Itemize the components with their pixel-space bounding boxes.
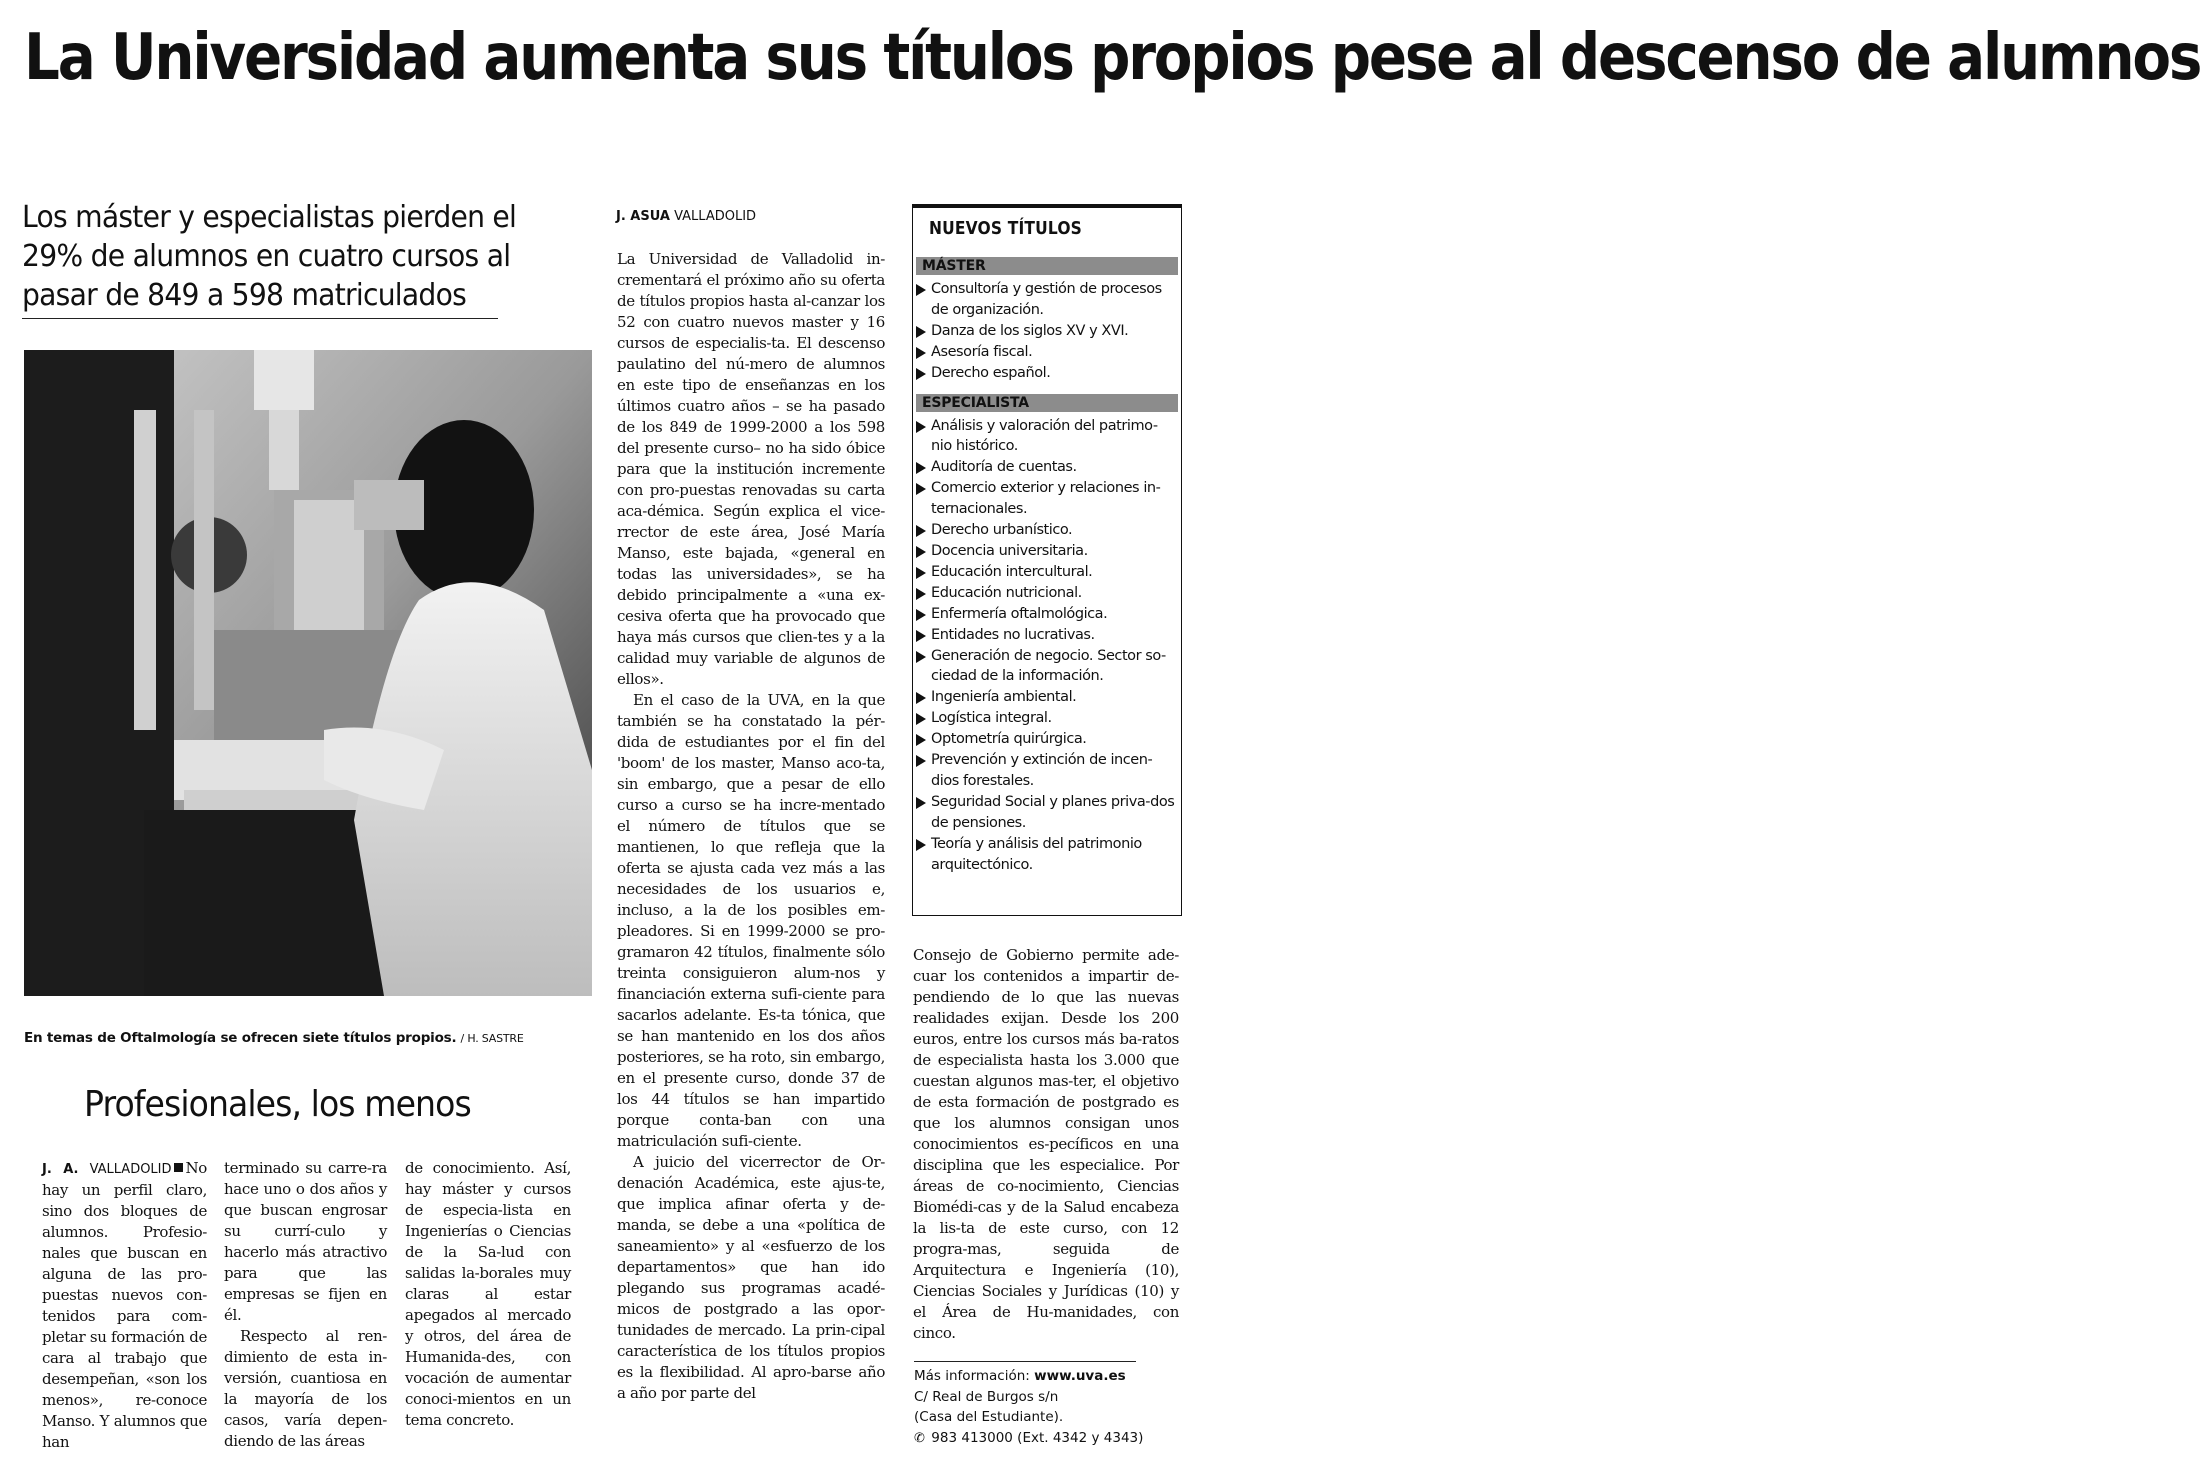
- phone-icon: ✆: [914, 1430, 925, 1446]
- triangle-bullet-icon: [916, 630, 926, 642]
- list-item: Ingeniería ambiental.: [916, 687, 1175, 708]
- new-titles-box: [912, 204, 1182, 916]
- triangle-bullet-icon: [916, 347, 926, 359]
- info-phone: 983 413000 (Ext. 4342 y 4343): [931, 1429, 1144, 1446]
- triangle-bullet-icon: [916, 483, 926, 495]
- triangle-bullet-icon: [916, 462, 926, 474]
- list-item: Educación nutricional.: [916, 583, 1175, 604]
- list-item: Entidades no lucrativas.: [916, 625, 1175, 646]
- info-address-1: C/ Real de Burgos s/n: [914, 1388, 1059, 1405]
- list-item: Auditoría de cuentas.: [916, 457, 1175, 478]
- triangle-bullet-icon: [916, 651, 926, 663]
- sidebar-story-text-4: de conocimiento. Así, hay máster y cursos de especia-lista en Ingenierías o Ciencias de la Sa-lud con salidas la-borales muy claras al estar apegados al mercado y otros, del área de Humanida-des, con vocación de aumentar conoci-mientos en un tema concreto.: [405, 1159, 571, 1429]
- triangle-bullet-icon: [916, 755, 926, 767]
- list-item: Educación intercultural.: [916, 562, 1175, 583]
- sidebar-story-text-1: No hay un perfil claro, sino dos bloques de alumnos. Profesio-nales que buscan en alguna de las pro-puestas nuevos con-tenidos para com-pletar su formación de cara al trabajo que desempeñan, «son los menos», re-conoce Manso. Y alumnos que han: [42, 1159, 207, 1451]
- list-item: Generación de negocio. Sector so-ciedad de la información.: [916, 646, 1175, 688]
- list-item: Optometría quirúrgica.: [916, 729, 1175, 750]
- article-paragraph-1: La Universidad de Valladolid in-crementará el próximo año su oferta de títulos propios hasta al-canzar los 52 con cuatro nuevos master y 16 cursos de especialis-ta. El descenso paulatino del nú-mero de alumnos en este tipo de enseñanzas en los últimos cuatro años – se ha pasado de los 849 de 1999-2000 a los 598 del presente curso– no ha sido óbice para que la institución incremente con pro-puestas renovadas su carta aca-démica. Según explica el vice-rrector de este área, José María Manso, este bajada, «general en todas las universidades», se ha debido principalmente a «una ex-cesiva oferta que ha provocado que haya más cursos que clien-tes y a la calidad muy variable de algunos de ellos».: [617, 250, 885, 688]
- info-label: Más información:: [914, 1368, 1030, 1384]
- triangle-bullet-icon: [916, 713, 926, 725]
- headline: La Universidad aumenta sus títulos propios pese al descenso de alumnos: [24, 21, 2200, 95]
- list-item: Prevención y extinción de incen-dios forestales.: [916, 750, 1175, 792]
- triangle-bullet-icon: [916, 588, 926, 600]
- triangle-bullet-icon: [916, 368, 926, 380]
- triangle-bullet-icon: [916, 609, 926, 621]
- list-item: Análisis y valoración del patrimo-nio histórico.: [916, 416, 1175, 458]
- triangle-bullet-icon: [916, 546, 926, 558]
- box-title: NUEVOS TÍTULOS: [929, 218, 1082, 239]
- especialista-list: [913, 416, 1181, 876]
- subheadline-rule: [22, 318, 498, 319]
- byline-author: J. ASUA: [616, 209, 670, 224]
- list-item: Enfermería oftalmológica.: [916, 604, 1175, 625]
- sidebar-byline-place: VALLADOLID: [89, 1162, 172, 1177]
- article-byline: [616, 209, 906, 224]
- triangle-bullet-icon: [916, 797, 926, 809]
- article-paragraph-4: Consejo de Gobierno permite ade-cuar los contenidos a impartir de-pendiendo de lo que las nuevas realidades exijan. Desde los 200 euros, entre los cursos más ba-ratos de especialista hasta los 3.000 que cuestan algunos mas-ter, el objetivo de esta formación de postgrado es que los alumnos consigan unos conocimientos es-pecíficos en una disciplina que les especialice. Por áreas de co-nocimiento, Ciencias Biomédi-cas y de la Salud encabeza la lis-ta de este curso, con 12 progra-mas, seguida de Arquitectura e Ingeniería (10), Ciencias Sociales y Jurídicas (10) y el Área de Hu-manidades, con cinco.: [913, 946, 1179, 1342]
- article-paragraph-2: En el caso de la UVA, en la que también se ha constatado la pér-dida de estudiantes por el fin del 'boom' de los master, Manso aco-ta, sin embargo, que a pesar de ello curso a curso se ha incre-mentado el número de títulos que se mantienen, lo que refleja que la oferta se ajusta cada vez más a las necesidades de los usuarios e, incluso, a la de los posibles em-pleadores. Si en 1999-2000 se pro-gramaron 42 títulos, finalmente sólo treinta consiguieron alum-nos y financiación externa sufi-ciente para sacarlos adelante. Es-ta tónica, que se han mantenido en los dos años posteriores, se ha roto, sin embargo, en el presente curso, donde 37 de los 44 títulos se han impartido porque conta-ban con una matriculación sufi-ciente.: [617, 691, 885, 1150]
- list-item: Logística integral.: [916, 708, 1175, 729]
- triangle-bullet-icon: [916, 525, 926, 537]
- master-section-label: MÁSTER: [916, 257, 1178, 275]
- triangle-bullet-icon: [916, 326, 926, 338]
- info-rule: [914, 1361, 1136, 1362]
- list-item: Asesoría fiscal.: [916, 342, 1175, 363]
- list-item: Seguridad Social y planes priva-dos de pensiones.: [916, 792, 1175, 834]
- caption-text: En temas de Oftalmología se ofrecen siete títulos propios.: [24, 1030, 457, 1046]
- sidebar-story-text-2: terminado su carre-ra hace uno o dos años y que buscan engrosar su currí-culo y hacerlo más atractivo para que las empresas se fijen en él.: [224, 1159, 387, 1324]
- info-url[interactable]: www.uva.es: [1034, 1368, 1126, 1384]
- list-item: Danza de los siglos XV y XVI.: [916, 321, 1175, 342]
- ophthalmology-photo-illustration: [24, 350, 592, 996]
- list-item: Consultoría y gestión de procesos de organización.: [916, 279, 1175, 321]
- list-item: Comercio exterior y relaciones in-ternacionales.: [916, 478, 1175, 520]
- photo-caption: [24, 1030, 604, 1046]
- master-list: [913, 279, 1181, 384]
- triangle-bullet-icon: [916, 734, 926, 746]
- list-item: Derecho español.: [916, 363, 1175, 384]
- article-body-column-2: [913, 945, 1179, 1344]
- sidebar-story-column-1: [42, 1158, 207, 1453]
- triangle-bullet-icon: [916, 284, 926, 296]
- sidebar-byline-author: J. A.: [42, 1162, 79, 1177]
- triangle-bullet-icon: [916, 421, 926, 433]
- sidebar-story-text-3: Respecto al ren-dimiento de esta in-versión, cuantiosa en la mayoría de los casos, varía depen-diendo de las áreas: [224, 1327, 387, 1450]
- list-item: Derecho urbanístico.: [916, 520, 1175, 541]
- triangle-bullet-icon: [916, 692, 926, 704]
- sidebar-story-column-3: [405, 1158, 571, 1431]
- sidebar-story-title: Profesionales, los menos: [84, 1084, 471, 1125]
- list-item: Teoría y análisis del patrimonio arquitectónico.: [916, 834, 1175, 876]
- article-body-column-1: [617, 249, 885, 1404]
- especialista-section-label: ESPECIALISTA: [916, 394, 1178, 412]
- more-info-block: [914, 1366, 1184, 1449]
- list-item: Docencia universitaria.: [916, 541, 1175, 562]
- triangle-bullet-icon: [916, 839, 926, 851]
- info-address-2: (Casa del Estudiante).: [914, 1409, 1064, 1425]
- sidebar-story-column-2: [224, 1158, 387, 1452]
- byline-place: VALLADOLID: [674, 209, 757, 224]
- article-photo: [24, 350, 592, 996]
- subheadline: Los máster y especialistas pierden el 29% de alumnos en cuatro cursos al pasar de 849 a 598 matriculados: [22, 200, 517, 313]
- photo-credit: / H. SASTRE: [460, 1032, 524, 1045]
- article-paragraph-3: A juicio del vicerrector de Or-denación Académica, este ajus-te, que implica afinar oferta y de-manda, se debe a una «política de saneamiento» y al «esfuerzo de los departamentos» que han ido plegando sus programas acadé-micos de postgrado a las opor-tunidades de mercado. La prin-cipal característica de los títulos propios es la flexibilidad. Al apro-barse año a año por parte del: [617, 1153, 885, 1402]
- triangle-bullet-icon: [916, 567, 926, 579]
- square-bullet-icon: [174, 1163, 183, 1172]
